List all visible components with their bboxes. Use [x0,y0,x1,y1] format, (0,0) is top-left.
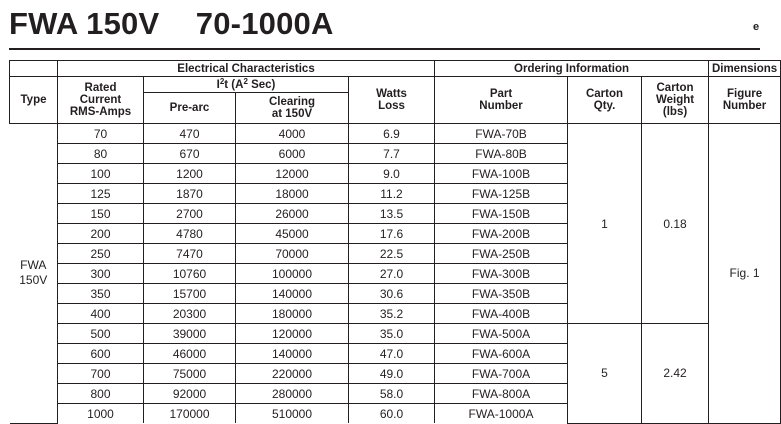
cell-clearing: 6000 [236,144,349,164]
col-clearing-line2: at 150V [271,108,313,120]
fuse-spec-table [9,60,781,424]
col-carton-qty [568,77,642,124]
cell-clearing: 4000 [236,124,349,144]
figure-cell: Fig. 1 [709,124,781,424]
col-figure-number [709,77,781,124]
corner-blank [10,61,58,77]
cell-clearing: 180000 [236,304,349,324]
cell-clearing: 18000 [236,184,349,204]
cell-watts: 7.7 [349,144,435,164]
i2t-end: Sec) [247,78,276,91]
title-rule [9,48,760,50]
col-figure-line1: Figure [726,88,763,100]
cell-clearing: 220000 [236,364,349,384]
cell-clearing: 510000 [236,404,349,424]
cell-amps: 700 [58,364,144,384]
cell-amps: 400 [58,304,144,324]
cell-part: FWA-400B [435,304,568,324]
type-line2: 150V [19,273,48,288]
col-pre-arc: Pre-arc [144,93,236,124]
cell-pre-arc: 2700 [144,204,236,224]
cell-pre-arc: 39000 [144,324,236,344]
cell-part: FWA-250B [435,244,568,264]
cell-watts: 22.5 [349,244,435,264]
cell-pre-arc: 10760 [144,264,236,284]
i2t-sup: 2 [219,76,225,86]
col-carton-weight [642,77,709,124]
cell-part: FWA-700A [435,364,568,384]
cell-part: FWA-800A [435,384,568,404]
i2t-suffix: t (A [224,78,244,91]
cell-pre-arc: 4780 [144,224,236,244]
cell-pre-arc: 170000 [144,404,236,424]
cell-amps: 350 [58,284,144,304]
cell-part: FWA-150B [435,204,568,224]
cell-amps: 300 [58,264,144,284]
cell-watts: 27.0 [349,264,435,284]
cell-part: FWA-500A [435,324,568,344]
col-type: Type [10,77,58,124]
cell-part: FWA-70B [435,124,568,144]
cell-clearing: 120000 [236,324,349,344]
table-row [10,324,781,344]
col-figure-line2: Number [722,100,767,112]
i2t-prefix: I [216,78,220,91]
cell-pre-arc: 75000 [144,364,236,384]
cell-amps: 70 [58,124,144,144]
col-clearing [236,93,349,124]
cell-pre-arc: 1870 [144,184,236,204]
cell-watts: 47.0 [349,344,435,364]
cell-clearing: 280000 [236,384,349,404]
cell-part: FWA-200B [435,224,568,244]
type-cell [10,124,58,424]
cell-watts: 17.6 [349,224,435,244]
cell-amps: 1000 [58,404,144,424]
cell-part: FWA-1000A [435,404,568,424]
group-dimensions: Dimensions [709,61,781,77]
cell-watts: 60.0 [349,404,435,424]
cell-amps: 125 [58,184,144,204]
cell-part: FWA-600A [435,344,568,364]
cell-watts: 49.0 [349,364,435,384]
cell-pre-arc: 7470 [144,244,236,264]
cell-clearing: 100000 [236,264,349,284]
cell-pre-arc: 15700 [144,284,236,304]
col-rated-current [58,77,144,124]
carton-weight-group-2: 2.42 [642,324,709,424]
cell-part: FWA-80B [435,144,568,164]
cell-pre-arc: 1200 [144,164,236,184]
carton-qty-group-2: 5 [568,324,642,424]
cell-clearing: 140000 [236,344,349,364]
cell-part: FWA-300B [435,264,568,284]
cell-amps: 800 [58,384,144,404]
col-watts-line1: Watts [376,88,407,100]
group-ordering: Ordering Information [435,61,709,77]
col-watts-loss [349,77,435,124]
carton-qty-group-1: 1 [568,124,642,324]
corner-logo-mark: e [753,21,760,33]
cell-watts: 6.9 [349,124,435,144]
type-line1: FWA [20,258,47,273]
cell-amps: 100 [58,164,144,184]
col-part-line1: Part [489,88,513,100]
group-electrical: Electrical Characteristics [58,61,435,77]
cell-pre-arc: 20300 [144,304,236,324]
col-weight-line2: Weight [655,94,695,106]
col-watts-line2: Loss [378,100,405,112]
cell-amps: 500 [58,324,144,344]
cell-pre-arc: 670 [144,144,236,164]
cell-amps: 150 [58,204,144,224]
cell-part: FWA-125B [435,184,568,204]
carton-weight-group-1: 0.18 [642,124,709,324]
col-part-number [435,77,568,124]
cell-clearing: 26000 [236,204,349,224]
cell-watts: 13.5 [349,204,435,224]
cell-pre-arc: 470 [144,124,236,144]
cell-watts: 11.2 [349,184,435,204]
cell-pre-arc: 92000 [144,384,236,404]
cell-watts: 9.0 [349,164,435,184]
col-rated-current-line1: Rated [84,82,117,94]
cell-clearing: 12000 [236,164,349,184]
cell-amps: 600 [58,344,144,364]
cell-amps: 80 [58,144,144,164]
col-clearing-line1: Clearing [268,96,315,108]
col-i2t-group [144,77,349,93]
cell-part: FWA-100B [435,164,568,184]
col-qty-line1: Carton [585,88,624,100]
cell-amps: 200 [58,224,144,244]
cell-pre-arc: 46000 [144,344,236,364]
col-rated-current-line3: RMS-Amps [69,106,132,118]
cell-part: FWA-350B [435,284,568,304]
cell-watts: 35.2 [349,304,435,324]
series-title: FWA 150V [9,6,160,41]
cell-clearing: 140000 [236,284,349,304]
col-part-line2: Number [479,100,523,112]
cell-watts: 58.0 [349,384,435,404]
cell-amps: 250 [58,244,144,264]
col-weight-line1: Carton [656,82,694,94]
cell-clearing: 45000 [236,224,349,244]
col-rated-current-line2: Current [79,94,122,106]
col-weight-line3: (lbs) [662,106,688,118]
amp-range-title: 70-1000A [195,6,334,41]
cell-clearing: 70000 [236,244,349,264]
cell-watts: 35.0 [349,324,435,344]
i2t-sup2: 2 [243,76,248,86]
col-qty-line2: Qty. [593,100,616,112]
table-row [10,124,781,144]
cell-watts: 30.6 [349,284,435,304]
page-title [9,4,334,44]
